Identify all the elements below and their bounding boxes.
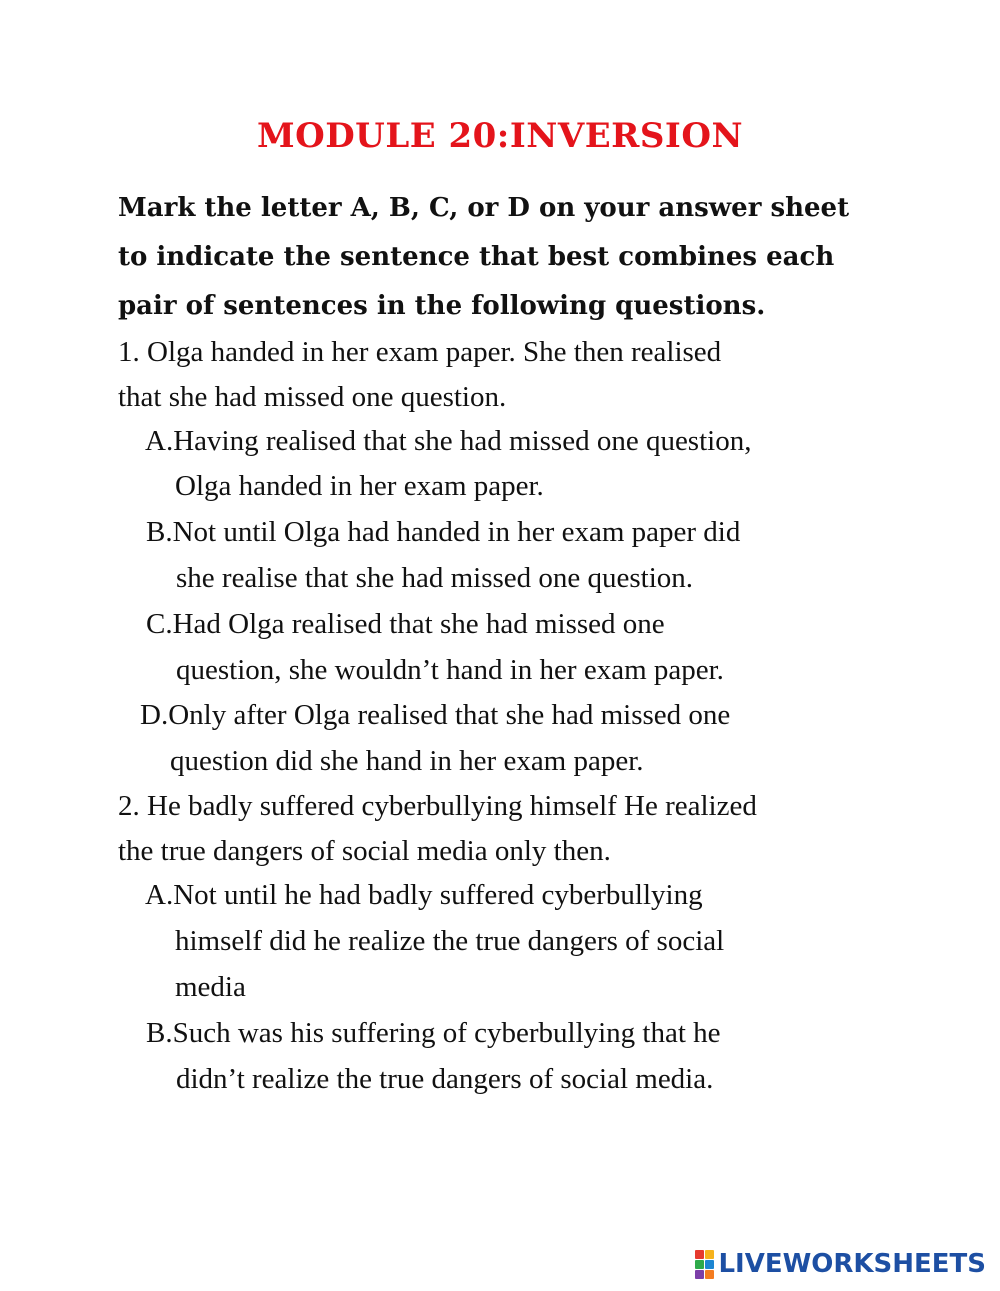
option-text-line: question did she hand in her exam paper. (170, 745, 644, 777)
option-text-line: didn’t realize the true dangers of social media. (176, 1063, 714, 1095)
logo-square (705, 1270, 714, 1279)
option-text-line: Had Olga realised that she had missed one (172, 608, 665, 640)
logo-square (695, 1250, 704, 1259)
option-text-line: question, she wouldn’t hand in her exam paper. (176, 654, 724, 686)
option-text-line: Such was his suffering of cyberbullying that he (172, 1017, 721, 1049)
logo-square (705, 1250, 714, 1259)
option-letter: A. (145, 425, 174, 457)
option-text-line: Having realised that she had missed one question, (173, 425, 752, 457)
logo-text: LIVEWORKSHEETS (718, 1249, 986, 1279)
option-letter: C. (146, 608, 173, 640)
logo-square (705, 1260, 714, 1269)
option-text-line: himself did he realize the true dangers of social (175, 925, 725, 957)
option-text-line: Not until he had badly suffered cyberbullying (173, 879, 703, 911)
liveworksheets-logo (695, 1249, 986, 1279)
question-2-stem-line-2: the true dangers of social media only then. (118, 835, 611, 867)
option-letter: A. (145, 879, 174, 911)
option-letter: D. (140, 699, 169, 731)
option-letter: B. (146, 516, 173, 548)
liveworksheets-logo-icon (695, 1250, 714, 1279)
option-text-line: media (175, 971, 246, 1003)
logo-square (695, 1270, 704, 1279)
instructions: Mark the letter A, B, C, or D on your answer sheet to indicate the sentence that best combines each pair of sentences in the following questions. (118, 193, 850, 321)
page-title: MODULE 20:INVERSION (256, 116, 744, 156)
option-text-line: Only after Olga realised that she had missed one (168, 699, 731, 731)
logo-square (695, 1260, 704, 1269)
option-text-line: Not until Olga had handed in her exam paper did (172, 516, 741, 548)
option-text-line: Olga handed in her exam paper. (175, 470, 544, 502)
option-text-line: she realise that she had missed one question. (176, 562, 694, 594)
question-1-stem-line-1: 1. Olga handed in her exam paper. She then realised (118, 336, 722, 368)
option-letter: B. (146, 1017, 173, 1049)
question-1-stem-line-2: that she had missed one question. (118, 381, 507, 413)
question-2-stem-line-1: 2. He badly suffered cyberbullying himself He realized (118, 790, 757, 822)
